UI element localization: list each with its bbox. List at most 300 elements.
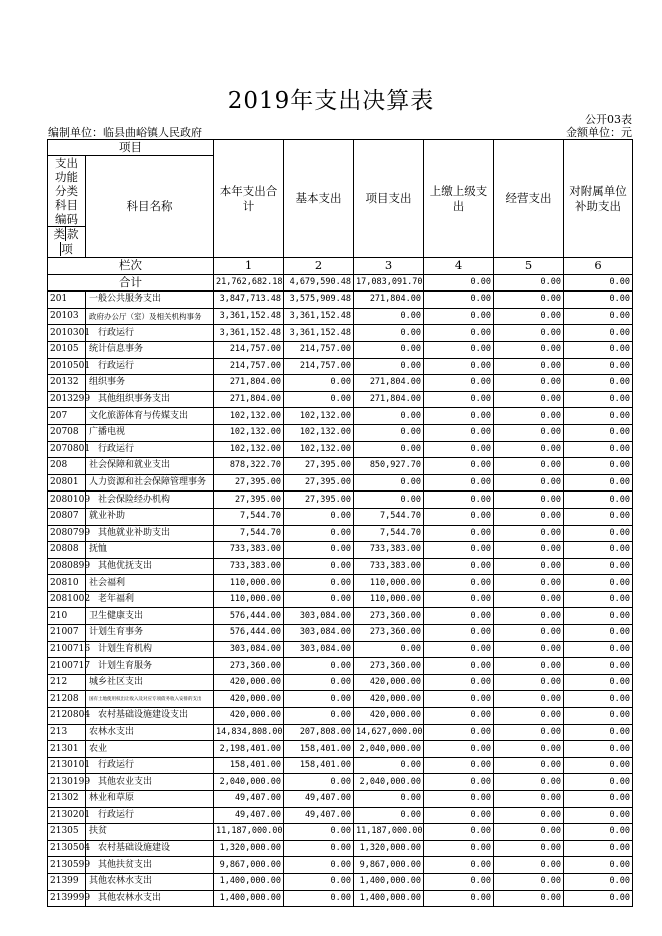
row-amount: 303,084.00 [284,641,354,658]
table-row [48,774,633,791]
row-code: 20708 [48,424,86,441]
row-amount: 0.00 [424,674,494,691]
row-code: 212 [48,674,86,691]
row-subject-name: 广播电视 [86,424,214,441]
row-amount: 11,187,000.00 [214,824,284,841]
row-amount: 420,000.00 [354,691,424,708]
row-subject-name: 其他扶贫支出 [86,857,214,874]
row-amount: 0.00 [494,873,564,890]
header-col4: 上缴上级支出 [424,140,494,258]
row-amount: 0.00 [494,325,564,342]
row-amount: 0.00 [494,608,564,625]
row-code: 2080799 [48,525,86,542]
table-row [48,491,633,508]
row-amount: 0.00 [564,890,633,907]
table-row [48,474,633,491]
row-amount: 158,401.00 [214,757,284,774]
total-value: 0.00 [494,274,564,291]
row-amount: 3,847,713.48 [214,291,284,308]
row-amount: 0.00 [564,658,633,675]
row-subject-name: 农村基础设施建设支出 [86,708,214,725]
table-row [48,741,633,758]
row-amount: 207,808.00 [284,724,354,741]
row-amount: 0.00 [494,625,564,642]
row-amount: 0.00 [424,641,494,658]
row-amount: 27,395.00 [284,491,354,508]
row-subject-name: 行政运行 [86,358,214,375]
row-subject-name: 其他就业补助支出 [86,525,214,542]
row-code: 2080109 [48,491,86,508]
row-amount: 1,400,000.00 [354,873,424,890]
row-amount: 0.00 [424,857,494,874]
row-amount: 9,867,000.00 [354,857,424,874]
table-row [48,408,633,425]
row-amount: 49,407.00 [284,791,354,808]
row-amount: 7,544.70 [214,508,284,525]
row-amount: 0.00 [564,474,633,491]
row-code: 21305 [48,824,86,841]
row-amount: 0.00 [424,724,494,741]
row-amount: 11,187,000.00 [354,824,424,841]
row-amount: 0.00 [564,791,633,808]
row-amount: 0.00 [494,791,564,808]
row-amount: 271,804.00 [354,375,424,392]
row-amount: 420,000.00 [214,674,284,691]
row-code: 208 [48,458,86,475]
row-amount: 0.00 [354,408,424,425]
table-row [48,291,633,308]
row-amount: 0.00 [494,658,564,675]
row-amount: 0.00 [494,840,564,857]
header-kuan: 款 [67,227,79,241]
row-amount: 1,320,000.00 [214,840,284,857]
row-amount: 27,395.00 [214,491,284,508]
row-code: 20807 [48,508,86,525]
row-amount: 0.00 [424,575,494,592]
row-amount: 0.00 [424,873,494,890]
row-amount: 102,132.00 [214,441,284,458]
row-amount: 0.00 [564,458,633,475]
row-amount: 271,804.00 [354,391,424,408]
row-subject-name: 其他组织事务支出 [86,391,214,408]
row-amount: 2,040,000.00 [214,774,284,791]
row-amount: 0.00 [494,408,564,425]
row-amount: 878,322.70 [214,458,284,475]
row-amount: 273,360.00 [354,608,424,625]
table-row [48,575,633,592]
row-amount: 273,360.00 [354,658,424,675]
row-code: 2081002 [48,591,86,608]
table-row [48,840,633,857]
row-code: 201 [48,291,86,308]
row-subject-name: 林业和草原 [86,791,214,808]
form-number: 公开03表 [585,113,632,126]
total-label: 合计 [48,274,214,291]
table-row [48,358,633,375]
row-subject-name: 社会福利 [86,575,214,592]
header-col1: 本年支出合计 [214,140,284,258]
row-subject-name: 扶贫 [86,824,214,841]
row-amount: 0.00 [284,873,354,890]
row-code: 21007 [48,625,86,642]
row-amount: 0.00 [494,741,564,758]
table-row [48,857,633,874]
row-amount: 0.00 [564,575,633,592]
row-amount: 0.00 [284,674,354,691]
row-amount: 0.00 [494,558,564,575]
col-number-3: 3 [354,258,424,275]
row-amount: 0.00 [564,824,633,841]
row-code: 21302 [48,791,86,808]
row-amount: 0.00 [564,641,633,658]
row-amount: 0.00 [564,408,633,425]
row-amount: 110,000.00 [354,591,424,608]
row-code: 2130101 [48,757,86,774]
row-amount: 0.00 [354,441,424,458]
row-amount: 0.00 [354,424,424,441]
row-amount: 49,407.00 [214,807,284,824]
header-lei: 类 [53,227,65,241]
row-subject-name: 其他农林水支出 [86,873,214,890]
row-amount: 3,361,152.48 [214,325,284,342]
row-amount: 0.00 [494,890,564,907]
row-amount: 0.00 [564,840,633,857]
row-subject-name: 农村基础设施建设 [86,840,214,857]
row-amount: 158,401.00 [284,757,354,774]
row-amount: 0.00 [564,542,633,559]
row-code: 2080899 [48,558,86,575]
row-amount: 0.00 [564,558,633,575]
row-amount: 214,757.00 [214,358,284,375]
row-amount: 14,834,808.00 [214,724,284,741]
row-subject-name: 就业补助 [86,508,214,525]
row-code: 2130504 [48,840,86,857]
row-amount: 0.00 [564,774,633,791]
row-amount: 0.00 [494,824,564,841]
table-row [48,658,633,675]
header-xiang: 项 [61,242,73,256]
col-number-1: 1 [214,258,284,275]
row-amount: 271,804.00 [354,291,424,308]
header-func-code: 支出功能分类科目编码 [48,156,86,227]
row-subject-name: 文化旅游体育与传媒支出 [86,408,214,425]
compiling-unit: 编制单位：临县曲峪镇人民政府 [48,126,202,139]
row-amount: 2,198,401.00 [214,741,284,758]
row-amount: 0.00 [424,658,494,675]
row-amount: 0.00 [284,575,354,592]
row-amount: 0.00 [564,525,633,542]
row-amount: 0.00 [424,391,494,408]
row-code: 20808 [48,542,86,559]
row-amount: 0.00 [424,807,494,824]
row-amount: 0.00 [494,458,564,475]
row-amount: 271,804.00 [214,391,284,408]
row-amount: 27,395.00 [284,458,354,475]
row-amount: 0.00 [284,890,354,907]
row-amount: 0.00 [284,375,354,392]
row-amount: 0.00 [494,807,564,824]
row-amount: 0.00 [494,708,564,725]
total-value: 21,762,682.18 [214,274,284,291]
row-amount: 158,401.00 [284,741,354,758]
row-amount: 2,040,000.00 [354,741,424,758]
table-row [48,608,633,625]
row-amount: 1,400,000.00 [354,890,424,907]
row-amount: 0.00 [424,408,494,425]
row-amount: 733,383.00 [354,542,424,559]
total-value: 0.00 [564,274,633,291]
row-amount: 0.00 [494,857,564,874]
row-amount: 0.00 [424,424,494,441]
table-row [48,807,633,824]
row-amount: 0.00 [354,757,424,774]
header-col6: 对附属单位补助支出 [564,140,633,258]
table-row [48,525,633,542]
row-amount: 0.00 [564,674,633,691]
row-amount: 0.00 [494,375,564,392]
row-amount: 3,575,909.48 [284,291,354,308]
row-subject-name: 社会保障和就业支出 [86,458,214,475]
row-subject-name: 国有土地使用权出让收入及对应专项债务收入安排的支出 [86,691,214,708]
row-subject-name: 行政运行 [86,757,214,774]
row-amount: 1,400,000.00 [214,890,284,907]
row-amount: 0.00 [284,508,354,525]
row-amount: 273,360.00 [214,658,284,675]
row-amount: 102,132.00 [214,424,284,441]
row-amount: 0.00 [354,491,424,508]
row-subject-name: 一般公共服务支出 [86,291,214,308]
row-amount: 0.00 [284,391,354,408]
table-row [48,724,633,741]
row-amount: 303,084.00 [214,641,284,658]
table-row [48,824,633,841]
table-row [48,873,633,890]
table-row [48,708,633,725]
row-amount: 27,395.00 [214,474,284,491]
row-amount: 0.00 [424,291,494,308]
row-amount: 0.00 [424,708,494,725]
row-amount: 0.00 [284,525,354,542]
row-amount: 0.00 [284,591,354,608]
row-amount: 0.00 [354,358,424,375]
row-amount: 0.00 [564,857,633,874]
row-amount: 0.00 [564,691,633,708]
row-amount: 0.00 [494,308,564,325]
row-amount: 14,627,000.00 [354,724,424,741]
row-amount: 214,757.00 [284,358,354,375]
row-amount: 0.00 [424,757,494,774]
row-amount: 0.00 [424,441,494,458]
row-amount: 0.00 [284,691,354,708]
currency-unit: 金额单位：元 [566,126,632,139]
row-subject-name: 行政运行 [86,441,214,458]
row-amount: 102,132.00 [284,424,354,441]
row-amount: 1,400,000.00 [214,873,284,890]
row-code: 20103 [48,308,86,325]
row-subject-name: 政府办公厅（室）及相关机构事务 [86,308,214,325]
row-code: 21399 [48,873,86,890]
row-amount: 0.00 [494,341,564,358]
header-col3: 项目支出 [354,140,424,258]
row-code: 2100717 [48,658,86,675]
table-row [48,458,633,475]
col-label: 栏次 [48,258,214,275]
row-subject-name: 行政运行 [86,325,214,342]
row-amount: 214,757.00 [214,341,284,358]
row-amount: 0.00 [424,558,494,575]
row-amount: 214,757.00 [284,341,354,358]
row-amount: 0.00 [494,591,564,608]
row-amount: 102,132.00 [214,408,284,425]
row-subject-name: 卫生健康支出 [86,608,214,625]
row-subject-name: 老年福利 [86,591,214,608]
row-amount: 0.00 [494,424,564,441]
table-row [48,341,633,358]
table-row [48,674,633,691]
row-amount: 0.00 [564,807,633,824]
table-row [48,308,633,325]
row-amount: 0.00 [494,641,564,658]
expenditure-table [47,139,633,907]
row-amount: 7,544.70 [214,525,284,542]
row-code: 21301 [48,741,86,758]
row-amount: 0.00 [424,608,494,625]
row-code: 2010301 [48,325,86,342]
row-amount: 110,000.00 [354,575,424,592]
row-amount: 0.00 [424,491,494,508]
row-subject-name: 计划生育机构 [86,641,214,658]
row-amount: 0.00 [494,757,564,774]
row-amount: 0.00 [354,791,424,808]
row-amount: 0.00 [424,542,494,559]
row-subject-name: 社会保险经办机构 [86,491,214,508]
row-amount: 0.00 [494,291,564,308]
table-row [48,791,633,808]
row-amount: 0.00 [424,325,494,342]
row-amount: 0.00 [424,458,494,475]
row-amount: 0.00 [494,491,564,508]
row-amount: 0.00 [564,325,633,342]
row-code: 2100716 [48,641,86,658]
row-amount: 0.00 [564,741,633,758]
row-amount: 0.00 [424,591,494,608]
row-amount: 0.00 [494,358,564,375]
header-subject-name: 科目名称 [86,156,214,258]
row-amount: 0.00 [494,575,564,592]
row-amount: 0.00 [564,358,633,375]
row-amount: 0.00 [354,474,424,491]
row-subject-name: 其他农林水支出 [86,890,214,907]
table-row [48,591,633,608]
row-amount: 733,383.00 [354,558,424,575]
row-amount: 0.00 [354,807,424,824]
row-subject-name: 其他优抚支出 [86,558,214,575]
row-amount: 0.00 [284,840,354,857]
row-code: 2130599 [48,857,86,874]
row-subject-name: 计划生育事务 [86,625,214,642]
row-amount: 0.00 [494,542,564,559]
row-amount: 271,804.00 [214,375,284,392]
row-amount: 0.00 [424,890,494,907]
row-amount: 0.00 [424,824,494,841]
row-code: 21208 [48,691,86,708]
row-code: 2013299 [48,391,86,408]
row-code: 20801 [48,474,86,491]
row-code: 2120804 [48,708,86,725]
row-amount: 0.00 [564,625,633,642]
row-amount: 0.00 [354,641,424,658]
total-value: 0.00 [424,274,494,291]
table-row [48,641,633,658]
row-amount: 0.00 [424,508,494,525]
row-amount: 0.00 [284,542,354,559]
row-amount: 49,407.00 [214,791,284,808]
row-amount: 0.00 [564,308,633,325]
row-subject-name: 城乡社区支出 [86,674,214,691]
row-amount: 733,383.00 [214,542,284,559]
row-amount: 850,927.70 [354,458,424,475]
row-amount: 0.00 [424,625,494,642]
row-amount: 0.00 [564,608,633,625]
row-subject-name: 计划生育服务 [86,658,214,675]
total-value: 17,083,091.70 [354,274,424,291]
row-code: 207 [48,408,86,425]
table-row [48,542,633,559]
row-amount: 0.00 [354,341,424,358]
table-row [48,757,633,774]
row-amount: 3,361,152.48 [284,308,354,325]
row-amount: 0.00 [424,840,494,857]
row-amount: 0.00 [284,558,354,575]
row-amount: 0.00 [564,724,633,741]
header-item: 项目 [48,140,214,156]
row-amount: 0.00 [494,441,564,458]
row-amount: 420,000.00 [214,708,284,725]
row-amount: 0.00 [564,375,633,392]
row-amount: 0.00 [494,774,564,791]
row-amount: 0.00 [564,341,633,358]
row-amount: 0.00 [494,691,564,708]
row-amount: 420,000.00 [354,708,424,725]
table-row [48,625,633,642]
row-amount: 0.00 [424,791,494,808]
row-amount: 0.00 [284,824,354,841]
col-number-5: 5 [494,258,564,275]
row-amount: 0.00 [564,424,633,441]
row-amount: 0.00 [564,491,633,508]
table-row [48,558,633,575]
row-amount: 7,544.70 [354,525,424,542]
col-number-4: 4 [424,258,494,275]
row-amount: 420,000.00 [214,691,284,708]
table-row [48,691,633,708]
row-amount: 0.00 [424,308,494,325]
row-code: 2070801 [48,441,86,458]
row-code: 2139999 [48,890,86,907]
row-amount: 0.00 [424,774,494,791]
header-col5: 经营支出 [494,140,564,258]
row-amount: 0.00 [284,774,354,791]
row-amount: 110,000.00 [214,591,284,608]
row-amount: 0.00 [284,857,354,874]
row-amount: 0.00 [564,441,633,458]
row-amount: 7,544.70 [354,508,424,525]
row-amount: 0.00 [564,508,633,525]
row-amount: 3,361,152.48 [284,325,354,342]
header-col2: 基本支出 [284,140,354,258]
table-row [48,325,633,342]
row-amount: 576,444.00 [214,625,284,642]
